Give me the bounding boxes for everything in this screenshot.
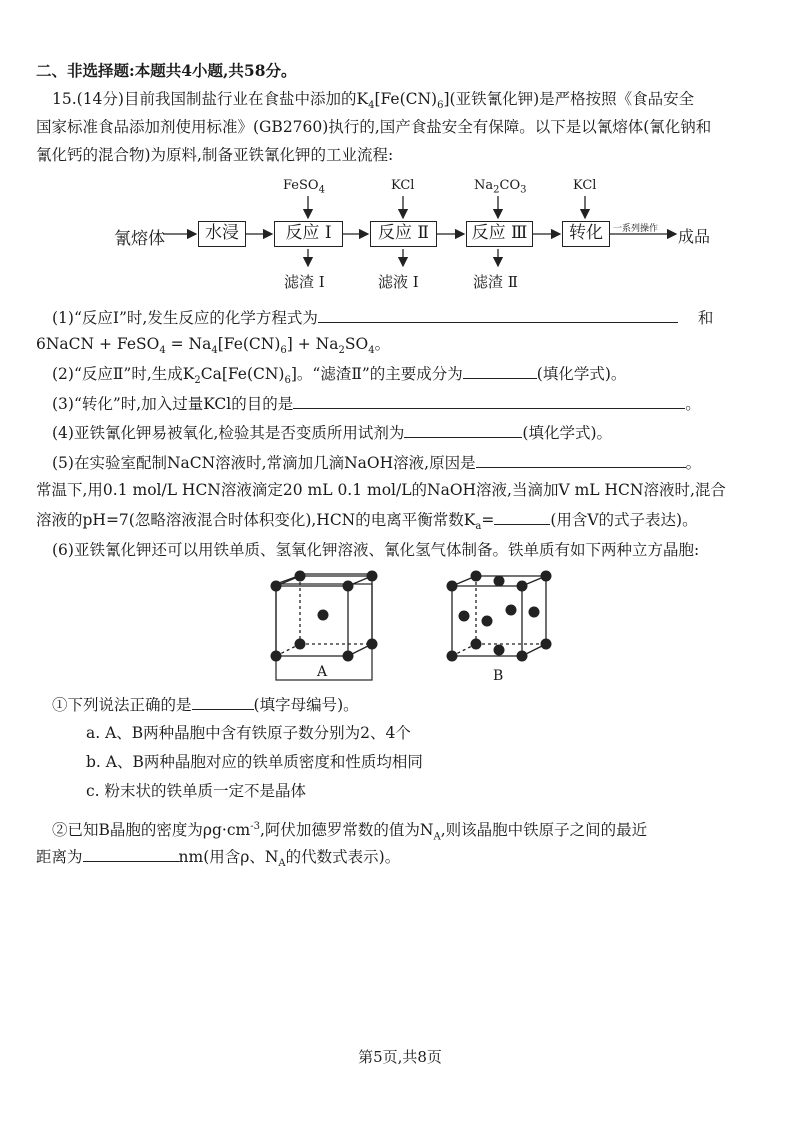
flow-output-residue-2: 滤渣 Ⅱ bbox=[473, 273, 518, 291]
cell-a-label: A bbox=[317, 664, 328, 680]
flow-box-reaction-1: 反应 Ⅰ bbox=[274, 221, 343, 247]
flow-input-kcl-1: KCl bbox=[391, 178, 415, 193]
page-footer: 第5页,共8页 bbox=[358, 1048, 442, 1066]
flow-end: 成品 bbox=[678, 227, 711, 246]
sub5-line3: 溶液的pH=7(忽略溶液混合时体积变化),HCN的电离平衡常数$K_a=$ (用含V的式子表达)。 bbox=[36, 508, 778, 538]
flow-box-conversion: 转化 bbox=[562, 221, 610, 247]
flow-output-filtrate-1: 滤液 Ⅰ bbox=[378, 273, 419, 291]
sub1-equation: 6NaCN + FeSO$_4$ = $Na_4[Fe(CN)_6] + Na_2SO_4$。 bbox=[36, 335, 391, 357]
sub6-q1: ①下列说法正确的是 (填字母编号)。 bbox=[52, 693, 778, 716]
sub5-line2: 常温下,用0.1 mol/L HCN溶液滴定20 mL 0.1 mol/L的NaOH溶液,当滴加V mL HCN溶液时,混合 bbox=[36, 481, 726, 499]
option-b: b. A、B两种晶胞对应的铁单质密度和性质均相同 bbox=[86, 753, 423, 771]
sub5-line1: (5)在实验室配制NaCN溶液时,常滴加几滴NaOH溶液,原因是 。 bbox=[52, 451, 778, 474]
option-c: c. 粉末状的铁单质一定不是晶体 bbox=[86, 782, 307, 800]
sub6-q2-line2: 距离为 nm(用含ρ、$N_A$的代数式表示)。 bbox=[36, 845, 778, 875]
q15-intro-line2: 国家标准食品添加剂使用标准》(GB2760)执行的,国产食盐安全有保障。以下是以氰熔体(氰化钠和 bbox=[36, 118, 712, 136]
option-a: a. A、B两种晶胞中含有铁原子数分别为2、4个 bbox=[86, 724, 411, 742]
flow-input-na2co3: $Na_2CO_3$ bbox=[474, 178, 527, 196]
cell-b-label: B bbox=[493, 668, 504, 684]
sub6-line: (6)亚铁氰化钾还可以用铁单质、氢氧化钾溶液、氰化氢气体制备。铁单质有如下两种立方晶胞: bbox=[52, 541, 700, 559]
flow-input-feso4: FeSO$_4$ bbox=[283, 178, 325, 196]
q15-intro-line3: 氰化钙的混合物)为原料,制备亚铁氰化钾的工业流程: bbox=[36, 146, 394, 164]
section-title: 二、非选择题:本题共4小题,共58分。 bbox=[36, 61, 297, 80]
sub1-line1: (1)“反应Ⅰ”时,发生反应的化学方程式为 和 bbox=[52, 306, 778, 329]
sub2-line: (2)“反应Ⅱ”时,生成$K_2Ca[Fe(CN)_6]$。“滤渣Ⅱ”的主要成分为 (填化学式)。 bbox=[52, 362, 778, 392]
flow-series-operation: 一系列操作 bbox=[613, 224, 659, 234]
crystal-cells-figure bbox=[0, 560, 800, 690]
sub6-q2-line1: ②已知B晶胞的密度为$\rho g\cdot cm^{-3}$,阿伏加德罗常数的值为$N_A$,则该晶胞中铁原子之间的最近 bbox=[52, 821, 648, 843]
flow-box-reaction-2: 反应 Ⅱ bbox=[370, 221, 437, 247]
flow-input-kcl-2: KCl bbox=[573, 178, 597, 193]
process-flowchart bbox=[0, 170, 800, 300]
flow-box-water-leach: 水浸 bbox=[198, 221, 246, 247]
sub4-line: (4)亚铁氰化钾易被氧化,检验其是否变质所用试剂为 (填化学式)。 bbox=[52, 421, 778, 444]
flow-output-residue-1: 滤渣 Ⅰ bbox=[284, 273, 325, 291]
flow-box-reaction-3: 反应 Ⅲ bbox=[466, 221, 533, 247]
sub3-line: (3)“转化”时,加入过量KCl的目的是 。 bbox=[52, 392, 778, 415]
q15-intro-line1: 15.(14分)目前我国制盐行业在食盐中添加的$K_4[Fe(CN)_6]$(亚铁氰化钾)是严格按照《食品安全 bbox=[52, 90, 695, 112]
flow-start: 氰熔体 bbox=[114, 229, 165, 249]
